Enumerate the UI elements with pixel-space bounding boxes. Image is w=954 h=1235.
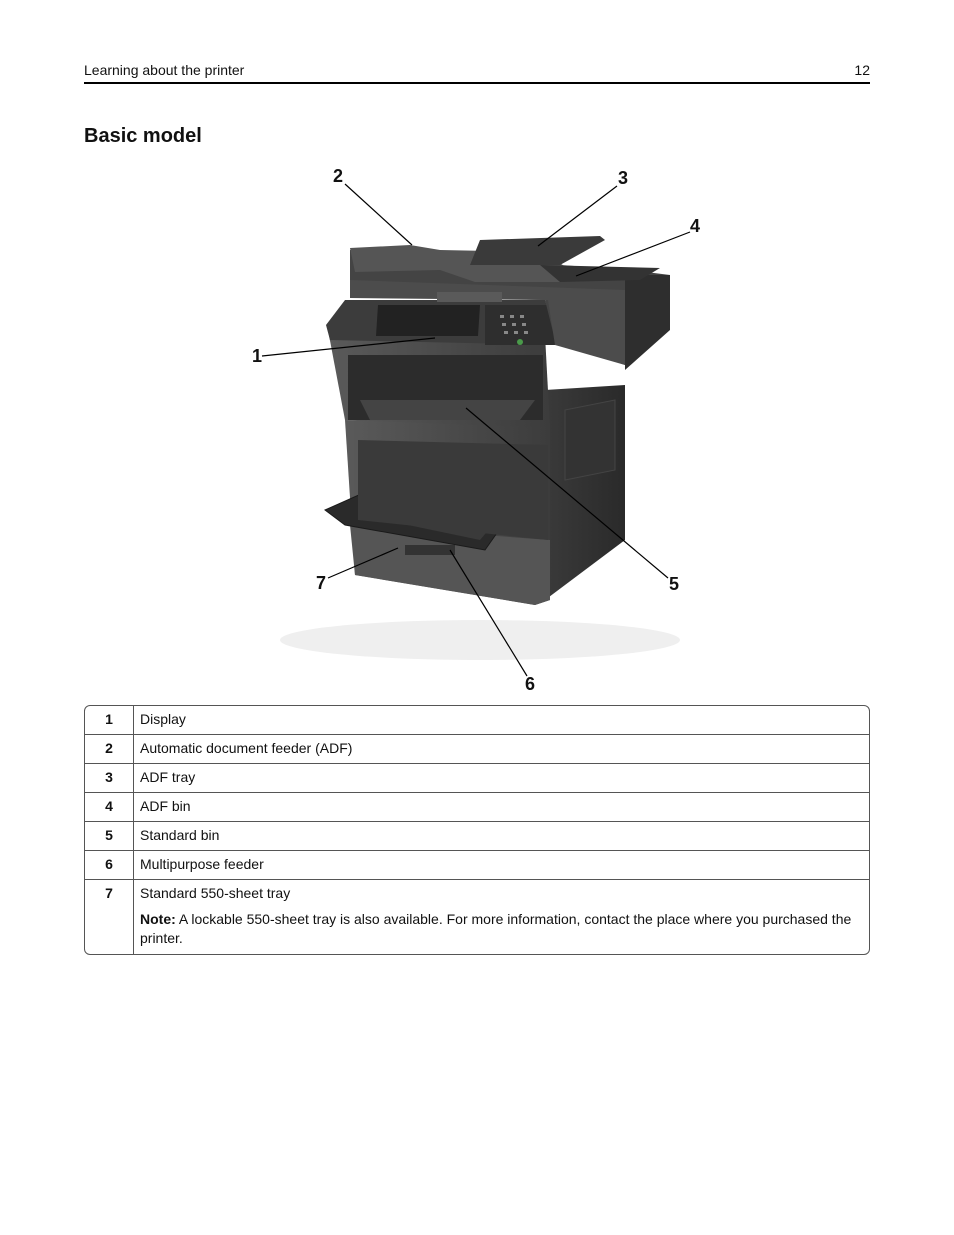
scanner-side <box>625 275 670 370</box>
callout-5: 5 <box>669 574 680 594</box>
table-row <box>85 734 869 763</box>
mpf-inner <box>360 495 510 540</box>
standard-bin-opening <box>348 355 543 420</box>
legend-label: Automatic document feeder (ADF) <box>134 734 869 763</box>
legend-num: 7 <box>85 879 134 954</box>
legend-num: 4 <box>85 792 134 821</box>
legend-cell <box>134 879 869 954</box>
keypad-buttons <box>500 315 528 345</box>
mpf-door-recess <box>358 440 548 540</box>
legend-num: 2 <box>85 734 134 763</box>
page-header <box>84 60 870 84</box>
display-screen <box>376 305 480 336</box>
legend-num: 5 <box>85 821 134 850</box>
legend-note <box>140 910 863 948</box>
callout-lines <box>262 184 690 676</box>
callout-line-5 <box>466 408 668 578</box>
legend-label: Multipurpose feeder <box>134 850 869 879</box>
standard-bin <box>360 400 535 420</box>
scanner-front <box>350 280 625 365</box>
callout-line-4 <box>576 232 690 276</box>
table-row <box>85 879 869 954</box>
legend-label: Display <box>140 711 186 727</box>
tray-handle <box>405 545 455 555</box>
callout-3: 3 <box>618 168 629 188</box>
callout-4: 4 <box>690 216 701 236</box>
callout-line-2 <box>345 184 412 245</box>
legend-label: Standard 550-sheet tray <box>140 885 291 901</box>
scanner-handle <box>437 292 502 302</box>
adf-tray <box>470 236 605 265</box>
standard-tray <box>350 525 550 605</box>
floor-shadow <box>280 620 680 660</box>
callout-2: 2 <box>333 166 344 186</box>
callout-line-3 <box>538 186 617 246</box>
side-panel <box>545 385 625 600</box>
side-vent <box>565 400 615 480</box>
legend-label: Standard bin <box>134 821 869 850</box>
table-row <box>85 706 869 734</box>
table-row <box>85 763 869 792</box>
callout-line-7 <box>328 548 398 578</box>
tray-body <box>345 420 550 605</box>
legend-num: 1 <box>85 706 134 734</box>
header-page-number: 12 <box>854 62 870 78</box>
legend-label: ADF tray <box>134 763 869 792</box>
note-label: Note: <box>140 911 176 927</box>
control-panel <box>326 300 560 345</box>
legend-label: ADF bin <box>134 792 869 821</box>
automatic-document-feeder <box>350 245 575 282</box>
callout-line-6 <box>450 550 527 676</box>
legend-num: 6 <box>85 850 134 879</box>
callout-7: 7 <box>316 573 327 593</box>
middle-body <box>328 330 550 428</box>
scanner-base <box>350 250 670 365</box>
callout-line-1 <box>262 338 435 356</box>
legend-table <box>84 705 870 955</box>
section-title: Basic model <box>84 125 202 147</box>
callout-6: 6 <box>525 674 536 694</box>
table-row <box>85 821 869 850</box>
table-row <box>85 850 869 879</box>
callout-1: 1 <box>252 346 263 366</box>
legend-num: 3 <box>85 763 134 792</box>
multipurpose-feeder <box>325 490 520 550</box>
note-text: A lockable 550-sheet tray is also available. For more information, contact the place where you purchased the printer. <box>140 911 852 946</box>
adf-bin <box>540 265 660 282</box>
header-section-title: Learning about the printer <box>84 62 245 78</box>
keypad <box>485 305 565 345</box>
table-row <box>85 792 869 821</box>
